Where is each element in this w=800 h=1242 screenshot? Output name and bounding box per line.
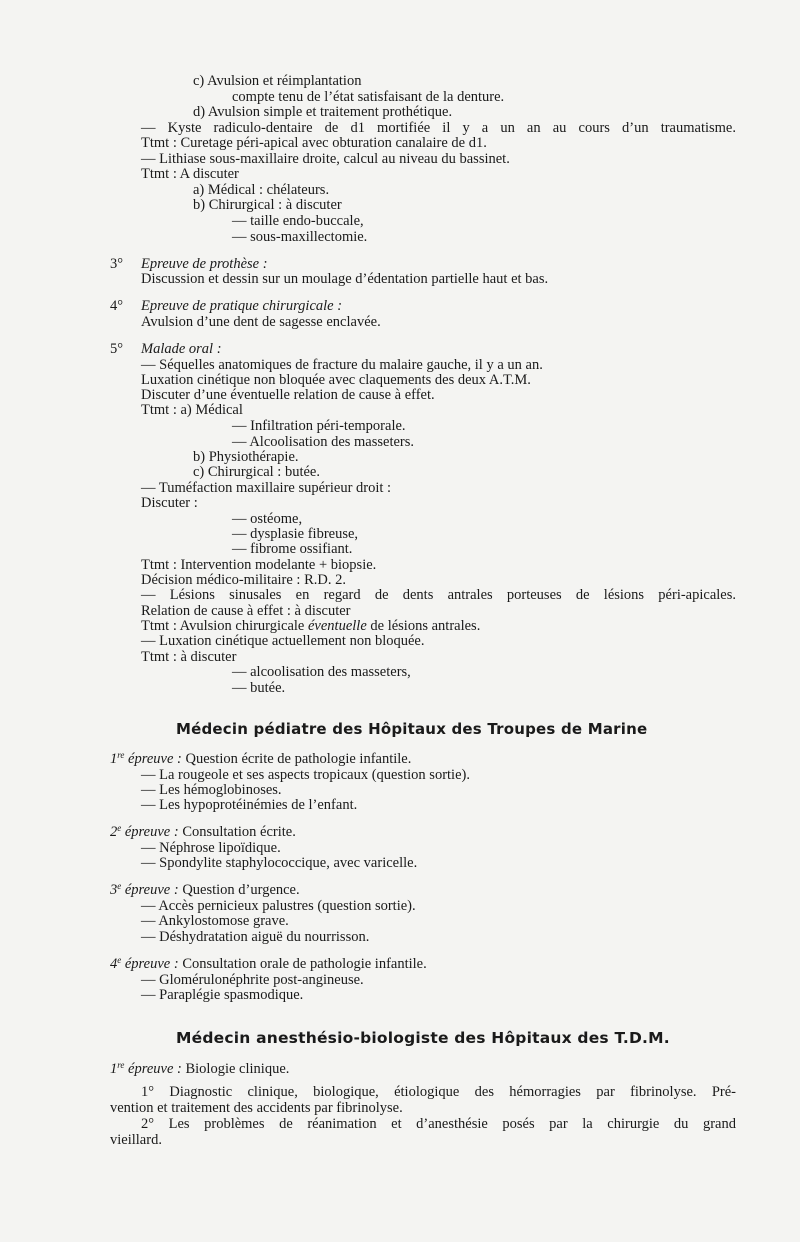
- text-line: — Ankylostomose grave.: [141, 913, 289, 929]
- text-line: — butée.: [232, 680, 286, 696]
- epreuve-superscript: e: [117, 955, 122, 965]
- text-line: Ttmt : Intervention modelante + biopsie.: [141, 557, 377, 573]
- section-number: 3°: [110, 256, 124, 272]
- text-line: Relation de cause à effet : à discuter: [141, 603, 351, 619]
- text-line: — Lithiase sous-maxillaire droite, calcul au niveau du bassinet.: [141, 151, 510, 167]
- epreuve-line: [110, 751, 411, 767]
- text-line: — Paraplégie spasmodique.: [141, 987, 304, 1003]
- epreuve-text: Biologie clinique.: [181, 1061, 290, 1077]
- section-number: 5°: [110, 341, 124, 357]
- text-span: Ttmt : Avulsion chirurgicale: [141, 618, 308, 634]
- text-line: — Séquelles anatomiques de fracture du malaire gauche, il y a un an.: [141, 357, 543, 373]
- epreuve-text: Consultation écrite.: [178, 824, 296, 840]
- section-title-text: Malade oral :: [141, 341, 222, 357]
- text-line: c) Chirurgical : butée.: [193, 464, 320, 480]
- text-line: — Glomérulonéphrite post-angineuse.: [141, 972, 364, 988]
- text-line: compte tenu de l’état satisfaisant de la denture.: [232, 89, 505, 105]
- epreuve-number: 3: [110, 882, 118, 898]
- text-line: [141, 618, 480, 634]
- section-heading: Médecin pédiatre des Hôpitaux des Troupes de Marine: [176, 720, 648, 738]
- section-number: 4°: [110, 298, 124, 314]
- text-line: a) Médical : chélateurs.: [193, 182, 330, 198]
- text-line: Ttmt : a) Médical: [141, 402, 243, 418]
- text-line: — Néphrose lipoïdique.: [141, 840, 281, 856]
- text-line: — ostéome,: [232, 511, 303, 527]
- text-line: — dysplasie fibreuse,: [232, 526, 359, 542]
- text-line: d) Avulsion simple et traitement prothétique.: [193, 104, 453, 120]
- text-line: — fibrome ossifiant.: [232, 541, 353, 557]
- text-line: Ttmt : à discuter: [141, 649, 237, 665]
- text-line: c) Avulsion et réimplantation: [193, 73, 362, 89]
- text-line: Discuter :: [141, 495, 198, 511]
- text-line: — Luxation cinétique actuellement non bloquée.: [141, 633, 425, 649]
- epreuve-superscript: e: [117, 881, 122, 891]
- text-line: — Infiltration péri-temporale.: [232, 418, 406, 434]
- text-line: — Les hypoprotéinémies de l’enfant.: [141, 797, 358, 813]
- text-line: vention et traitement des accidents par fibrinolyse.: [110, 1100, 403, 1116]
- epreuve-superscript: re: [117, 1060, 125, 1070]
- text-line: — alcoolisation des masseters,: [232, 664, 411, 680]
- epreuve-superscript: re: [117, 750, 125, 760]
- text-line: b) Physiothérapie.: [193, 449, 299, 465]
- text-line: — Déshydratation aiguë du nourrisson.: [141, 929, 370, 945]
- text-line: 2° Les problèmes de réanimation et d’anesthésie posés par la chirurgie du grand: [141, 1116, 736, 1132]
- epreuve-text: Question écrite de pathologie infantile.: [181, 751, 412, 767]
- text-line: — Alcoolisation des masseters.: [232, 434, 415, 450]
- text-span: de lésions antrales.: [366, 618, 481, 634]
- epreuve-line: [110, 1061, 289, 1077]
- epreuve-line: [110, 956, 427, 972]
- text-line: vieillard.: [110, 1132, 162, 1148]
- section-title: [141, 341, 222, 357]
- text-line: — Tuméfaction maxillaire supérieur droit :: [141, 480, 392, 496]
- epreuve-number: 1: [110, 1061, 118, 1077]
- epreuve-number: 2: [110, 824, 118, 840]
- epreuve-word: épreuve :: [121, 956, 179, 972]
- epreuve-word: épreuve :: [124, 1061, 182, 1077]
- epreuve-text: Question d’urgence.: [178, 882, 300, 898]
- text-line: Ttmt : Curetage péri-apical avec obturation canalaire de d1.: [141, 135, 487, 151]
- epreuve-text: Consultation orale de pathologie infantile.: [178, 956, 427, 972]
- text-line: Avulsion d’une dent de sagesse enclavée.: [141, 314, 381, 330]
- epreuve-word: épreuve :: [124, 751, 182, 767]
- epreuve-number: 4: [110, 956, 118, 972]
- epreuve-line: [110, 882, 300, 898]
- text-line: — Accès pernicieux palustres (question sortie).: [141, 898, 416, 914]
- section-title: [141, 256, 268, 272]
- section-heading: Médecin anesthésio-biologiste des Hôpitaux des T.D.M.: [176, 1029, 670, 1047]
- text-line: — Kyste radiculo-dentaire de d1 mortifiée il y a un an au cours d’un traumatisme.: [141, 120, 736, 136]
- epreuve-word: épreuve :: [121, 824, 179, 840]
- text-line: — Les hémoglobinoses.: [141, 782, 282, 798]
- text-line: — taille endo-buccale,: [232, 213, 364, 229]
- epreuve-number: 1: [110, 751, 118, 767]
- emphasis-text: éventuelle: [308, 618, 367, 634]
- section-title: [141, 298, 342, 314]
- text-line: Luxation cinétique non bloquée avec claquements des deux A.T.M.: [141, 372, 531, 388]
- section-title-text: Epreuve de pratique chirurgicale :: [141, 298, 343, 314]
- text-line: — La rougeole et ses aspects tropicaux (question sortie).: [141, 767, 470, 783]
- text-line: — sous-maxillectomie.: [232, 229, 368, 245]
- text-line: — Spondylite staphylococcique, avec varicelle.: [141, 855, 418, 871]
- epreuve-line: [110, 824, 296, 840]
- epreuve-word: épreuve :: [121, 882, 179, 898]
- text-line: Décision médico-militaire : R.D. 2.: [141, 572, 346, 588]
- section-title-text: Epreuve de prothèse :: [141, 256, 268, 272]
- text-line: b) Chirurgical : à discuter: [193, 197, 342, 213]
- text-line: Discussion et dessin sur un moulage d’édentation partielle haut et bas.: [141, 271, 549, 287]
- epreuve-superscript: e: [117, 823, 122, 833]
- text-line: — Lésions sinusales en regard de dents antrales porteuses de lésions péri-apicales.: [141, 587, 736, 603]
- text-line: Ttmt : A discuter: [141, 166, 239, 182]
- text-line: Discuter d’une éventuelle relation de cause à effet.: [141, 387, 435, 403]
- text-line: 1° Diagnostic clinique, biologique, étiologique des hémorragies par fibrinolyse. Pré-: [141, 1084, 736, 1100]
